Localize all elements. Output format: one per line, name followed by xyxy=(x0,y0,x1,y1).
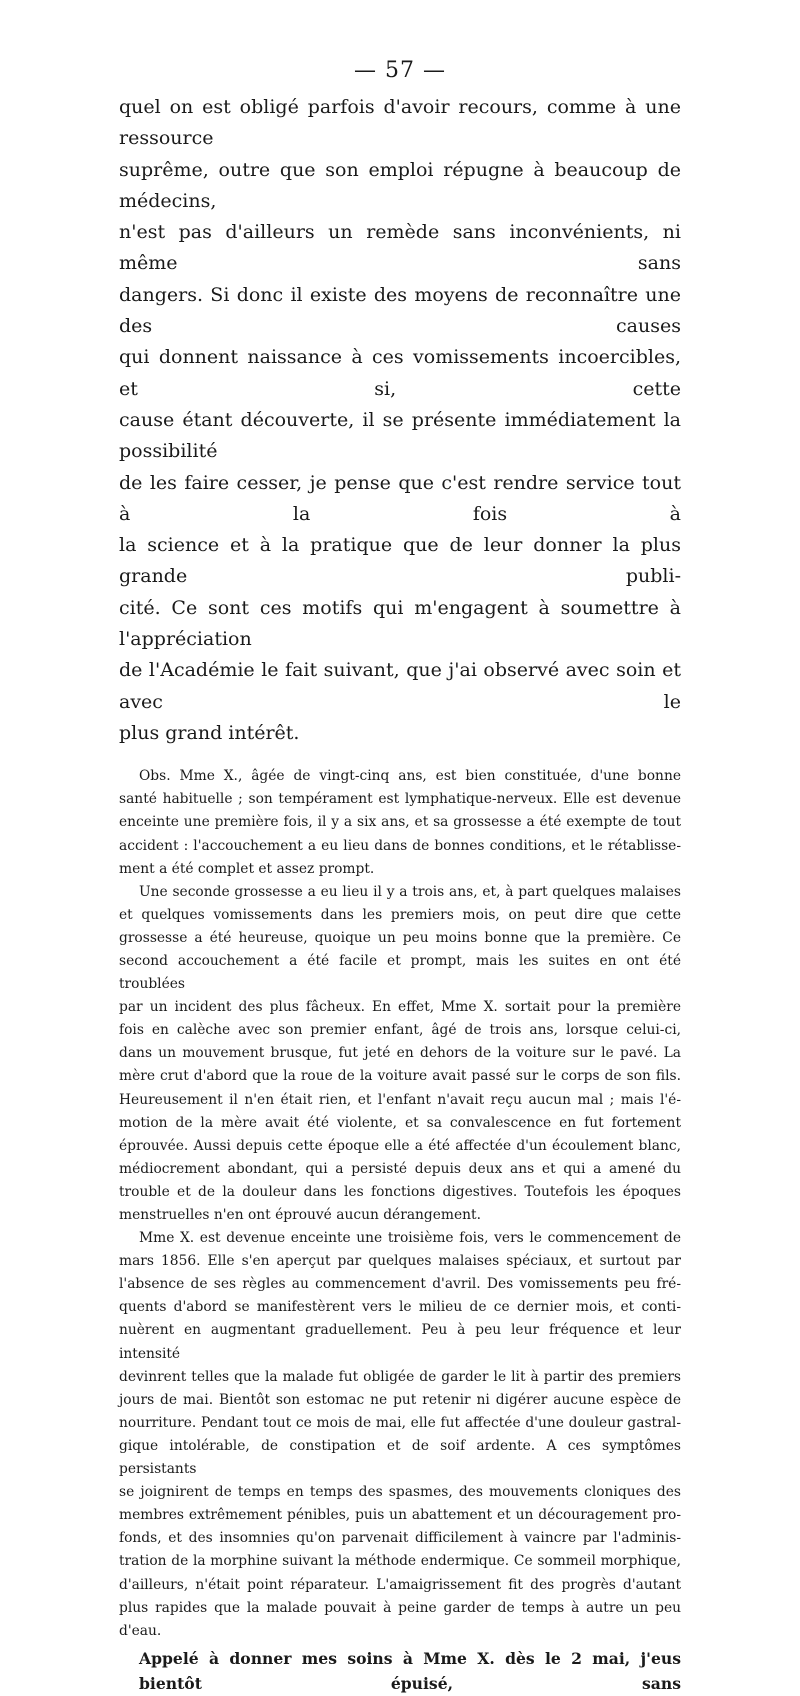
text-line: second accouchement a été facile et prompt, mais les suites en ont été troublées xyxy=(119,952,681,993)
text-line: n'est pas d'ailleurs un remède sans inconvénients, ni même sans xyxy=(119,221,681,275)
closing-line: Appelé à donner mes soins à Mme X. dès le 2 mai, j'eus bientôt épuisé, sans xyxy=(139,1648,681,1693)
text-line: médiocrement abondant, qui a persisté depuis deux ans et qui a amené du xyxy=(119,1160,681,1177)
text-line: se joignirent de temps en temps des spasmes, des mouvements cloniques des xyxy=(119,1484,681,1501)
text-line: quents d'abord se manifestèrent vers le milieu de ce dernier mois, et conti- xyxy=(119,1299,681,1316)
text-line: plus grand intérêt. xyxy=(119,721,300,744)
text-line: fois en calèche avec son premier enfant, âgé de trois ans, lorsque celui-ci, xyxy=(119,1022,681,1039)
text-body xyxy=(119,92,681,1696)
text-line: de les faire cesser, je pense que c'est rendre service tout à la fois à xyxy=(119,471,681,525)
text-line: cité. Ce sont ces motifs qui m'engagent à soumettre à l'appréciation xyxy=(119,596,681,651)
text-line: ment a été complet et assez prompt. xyxy=(119,860,375,877)
text-line: fonds, et des insomnies qu'on parvenait difficilement à vaincre par l'adminis- xyxy=(119,1530,681,1547)
observation-paragraph-1 xyxy=(119,765,681,880)
text-line: motion de la mère avait été violente, et sa convalescence en fut fortement xyxy=(119,1114,681,1131)
text-line: Heureusement il n'en était rien, et l'enfant n'avait reçu aucun mal ; mais l'é- xyxy=(119,1091,681,1108)
observation-paragraph-2 xyxy=(119,881,681,1227)
text-line: quel on est obligé parfois d'avoir recours, comme à une ressource xyxy=(119,96,681,150)
text-line: tration de la morphine suivant la méthode endermique. Ce sommeil morphique, xyxy=(119,1553,681,1570)
text-line: mars 1856. Elle s'en aperçut par quelques malaises spéciaux, et surtout par xyxy=(119,1253,681,1270)
text-line: Une seconde grossesse a eu lieu il y a trois ans, et, à part quelques malaises xyxy=(139,883,681,900)
text-line: d'eau. xyxy=(119,1622,162,1639)
text-line: devinrent telles que la malade fut obligée de garder le lit à partir des premiers xyxy=(119,1368,681,1385)
text-line: enceinte une première fois, il y a six ans, et sa grossesse a été exempte de tout xyxy=(119,814,681,831)
main-paragraph xyxy=(119,92,681,749)
text-line: et quelques vomissements dans les premiers mois, on peut dire que cette xyxy=(119,906,681,923)
observation-paragraph-3 xyxy=(119,1227,681,1643)
text-line: nuèrent en augmentant graduellement. Peu à peu leur fréquence et leur intensité xyxy=(119,1322,681,1362)
text-line: éprouvée. Aussi depuis cette époque elle a été affectée d'un écoulement blanc, xyxy=(119,1137,681,1154)
text-line: jours de mai. Bientôt son estomac ne put retenir ni digérer aucune espèce de xyxy=(119,1391,681,1408)
text-line: dangers. Si donc il existe des moyens de reconnaître une des causes xyxy=(119,283,681,338)
text-line: trouble et de la douleur dans les fonctions digestives. Toutefois les époques xyxy=(119,1183,681,1200)
text-line: membres extrêmement pénibles, puis un abattement et un découragement pro- xyxy=(119,1507,681,1524)
text-line: plus rapides que la malade pouvait à peine garder de temps à autre un peu xyxy=(119,1599,681,1616)
text-line: qui donnent naissance à ces vomissements incoercibles, et si, cette xyxy=(119,346,681,400)
text-line: la science et à la pratique que de leur donner la plus grande publi- xyxy=(119,534,681,588)
text-line: accident : l'accouchement a eu lieu dans de bonnes conditions, et le rétablisse- xyxy=(119,837,681,854)
page-number: — 57 — xyxy=(354,58,446,83)
text-line: mère crut d'abord que la roue de la voiture avait passé sur le corps de son fils. xyxy=(119,1068,681,1085)
text-line: de l'Académie le fait suivant, que j'ai observé avec soin et avec le xyxy=(119,659,681,713)
text-line: d'ailleurs, n'était point réparateur. L'amaigrissement fit des progrès d'autant xyxy=(119,1576,681,1593)
text-line: l'absence de ses règles au commencement d'avril. Des vomissements peu fré- xyxy=(119,1276,681,1293)
text-line: santé habituelle ; son tempérament est lymphatique-nerveux. Elle est devenue xyxy=(119,791,681,808)
text-line: Obs. Mme X., âgée de vingt-cinq ans, est bien constituée, d'une bonne xyxy=(139,768,681,785)
text-line: Mme X. est devenue enceinte une troisième fois, vers le commencement de xyxy=(139,1230,681,1247)
text-line: dans un mouvement brusque, fut jeté en dehors de la voiture sur le pavé. La xyxy=(119,1045,681,1062)
text-line: cause étant découverte, il se présente immédiatement la possibilité xyxy=(119,408,681,463)
observation-section xyxy=(119,765,681,1643)
text-line: gique intolérable, de constipation et de soif ardente. A ces symptômes persistants xyxy=(119,1437,681,1478)
text-line: nourriture. Pendant tout ce mois de mai, elle fut affectée d'une douleur gastral- xyxy=(119,1414,681,1431)
text-line: grossesse a été heureuse, quoique un peu moins bonne que la première. Ce xyxy=(119,929,681,946)
text-line: suprême, outre que son emploi répugne à beaucoup de médecins, xyxy=(119,158,681,212)
text-line: menstruelles n'en ont éprouvé aucun dérangement. xyxy=(119,1207,481,1224)
text-line: par un incident des plus fâcheux. En effet, Mme X. sortait pour la première xyxy=(119,999,681,1016)
